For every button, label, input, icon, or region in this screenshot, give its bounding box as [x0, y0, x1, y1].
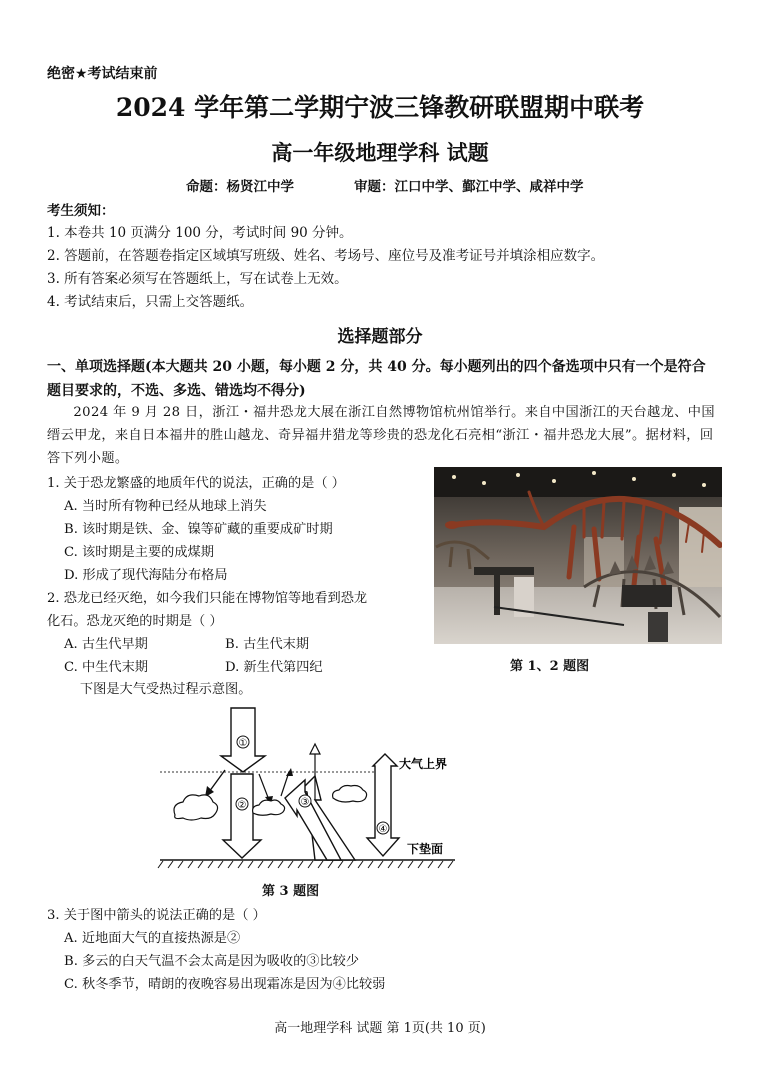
exam-subtitle: 高一年级地理学科 试题 [271, 140, 489, 165]
question-1-stem: 1. 关于恐龙繁盛的地质年代的说法，正确的是（ ） [47, 476, 345, 491]
question-2-stem: 2. 恐龙已经灭绝，如今我们只能在博物馆等地看到恐龙 [47, 591, 368, 606]
notice-item: 1. 本卷共 10 页满分 100 分，考试时间 90 分钟。 [47, 225, 353, 241]
part-one-instructions: 一、单项选择题(本大题共 20 小题，每小题 2 分，共 40 分。每小题列出的四个备选项中只有一个是符合题目要求的，不选、多选、错选均不得分) [47, 359, 706, 399]
label-atmosphere-top: 大气上界 [399, 757, 448, 771]
marker-3: ③ [300, 797, 310, 808]
question-3-option: A. 近地面大气的直接热源是② [64, 931, 241, 946]
question-2-stem: 化石。恐龙灭绝的时期是（ ） [47, 614, 223, 629]
question-2-option: D. 新生代第四纪 [225, 660, 323, 675]
marker-1: ① [238, 738, 248, 749]
confidential-mark: 绝密★考试结束前 [47, 66, 158, 82]
page-footer: 高一地理学科 试题 第 1页(共 10 页) [274, 1021, 486, 1036]
question-3-option: C. 秋冬季节，晴朗的夜晚容易出现霜冻是因为④比较弱 [64, 977, 386, 992]
question-2-option: B. 古生代末期 [225, 637, 310, 652]
label-surface: 下垫面 [407, 842, 444, 856]
photo-caption: 第 1、2 题图 [510, 659, 590, 674]
question-3-stem: 3. 关于图中箭头的说法正确的是（ ） [47, 908, 266, 923]
section-title: 选择题部分 [337, 327, 423, 347]
author: 命题：杨贤江中学 [186, 179, 294, 195]
question-1-option: D. 形成了现代海陆分布格局 [64, 568, 228, 583]
notice-item: 2. 答题前，在答题卷指定区域填写班级、姓名、考场号、座位号及准考证号并填涂相应数字。 [47, 248, 605, 264]
question-1-option: C. 该时期是主要的成煤期 [64, 545, 214, 560]
dinosaur-museum-photo [434, 467, 722, 644]
reading-passage: 2024 年 9 月 28 日，浙江・福井恐龙大展在浙江自然博物馆杭州馆举行。来自中国浙江的天台越龙、中国缙云甲龙，来自日本福井的胜山越龙、奇异福井猎龙等珍贵的恐龙化石亮相“浙江・福井恐龙大展”。据材料，回答下列小题。 [47, 405, 715, 466]
question-3-option: B. 多云的白天气温不会太高是因为吸收的③比较少 [64, 954, 360, 969]
question-1-option: B. 该时期是铁、金、镍等矿藏的重要成矿时期 [64, 522, 333, 537]
notice-item: 4. 考试结束后，只需上交答题纸。 [47, 294, 254, 310]
marker-2: ② [237, 800, 247, 811]
question-1-option: A. 当时所有物种已经从地球上消失 [64, 499, 267, 514]
marker-4: ④ [378, 824, 388, 835]
question-2-option: A. 古生代早期 [64, 637, 148, 652]
atmospheric-heating-diagram [155, 700, 465, 872]
question-2-option: C. 中生代末期 [64, 660, 148, 675]
exam-title: 2024 学年第二学期宁波三锋教研联盟期中联考 [115, 93, 645, 122]
authors-line [186, 175, 584, 195]
notice-item: 3. 所有答案必须写在答题纸上，写在试卷上无效。 [47, 271, 348, 287]
reviewer: 审题：江口中学、鄞江中学、咸祥中学 [354, 179, 584, 195]
diagram-caption: 第 3 题图 [262, 884, 320, 899]
diagram-intro: 下图是大气受热过程示意图。 [80, 682, 252, 697]
notice-heading: 考生须知： [47, 203, 115, 219]
